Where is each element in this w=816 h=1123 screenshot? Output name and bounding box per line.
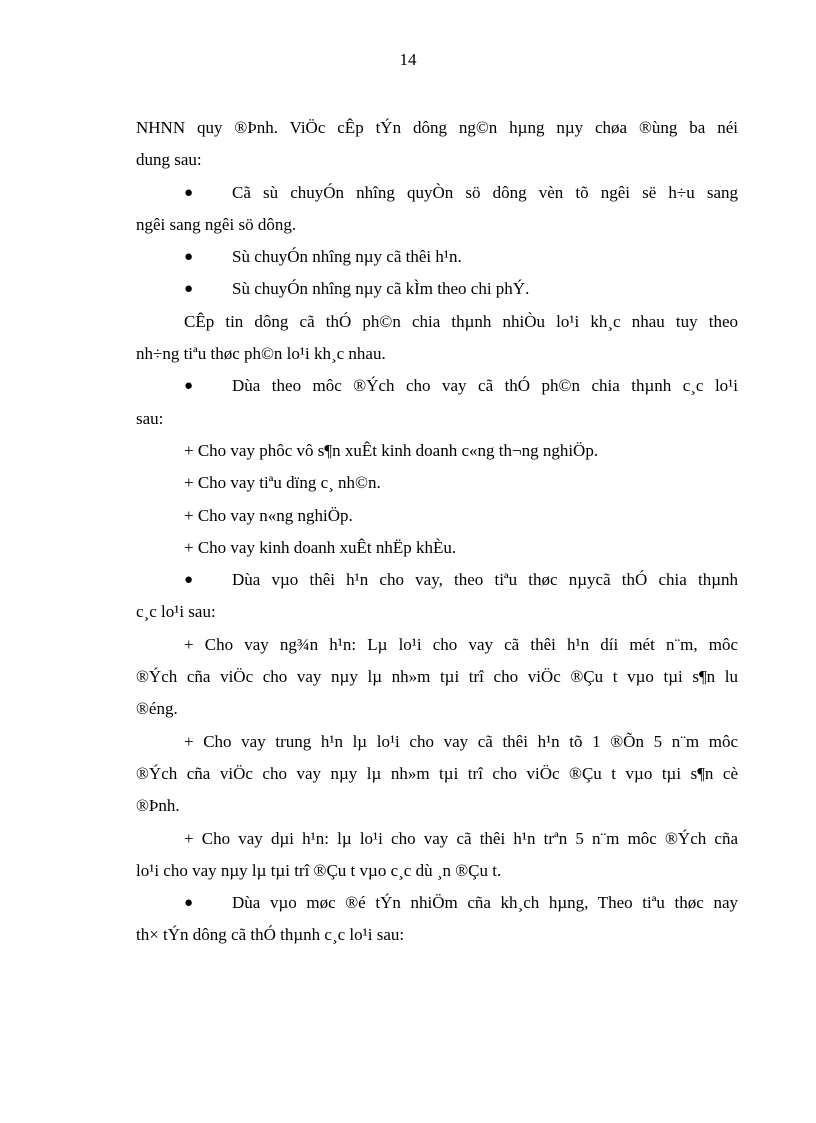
text-line: + Cho vay n«ng nghiÖp. [184, 505, 353, 525]
text-line: + Cho vay dµi h¹n: lµ lo¹i cho vay cã thêi h¹n trªn 5 n¨m môc ®Ých cña [184, 828, 738, 848]
text-line: Sù chuyÓn nhîng nµy cã kÌm theo chi phÝ. [232, 279, 530, 299]
bullet-icon: ● [184, 184, 194, 201]
bullet-item [136, 370, 738, 402]
text-line: Sù chuyÓn nhîng nµy cã thêi h¹n. [232, 247, 462, 267]
bullet-item [136, 177, 738, 209]
bullet-item [136, 887, 738, 919]
page-number: 14 [399, 50, 417, 69]
bullet-item [136, 273, 738, 305]
text-line: ®Þnh. [136, 796, 180, 816]
bullet-icon: ● [184, 249, 194, 266]
text-line: + Cho vay trung h¹n lµ lo¹i cho vay cã thêi h¹n tõ 1 ®Õn 5 n¨m môc [184, 731, 738, 751]
bullet-item [136, 564, 738, 596]
text-line: Dùa vµo thêi h¹n cho vay, theo tiªu thøc nµycã thÓ chia thµnh [232, 570, 738, 590]
text-line: dung sau: [136, 150, 202, 170]
text-line: + Cho vay phôc vô s¶n xuÊt kinh doanh c«ng th¬ng nghiÖp. [184, 440, 599, 460]
text-line: nh÷ng tiªu thøc ph©n lo¹i kh¸c nhau. [136, 344, 386, 364]
text-line: sau: [136, 408, 164, 428]
text-line: Dùa vµo møc ®é tÝn nhiÖm cña kh¸ch hµng, Theo tiªu thøc nay [232, 893, 738, 913]
text-line: ngêi sang ngêi sö dông. [136, 214, 297, 234]
text-line: Cã sù chuyÓn nhîng quyÒn sö dông vèn tõ ngêi së h÷u sang [232, 182, 738, 202]
text-line: + Cho vay tiªu dïng c¸ nh©n. [184, 473, 381, 493]
text-line: th× tÝn dông cã thÓ thµnh c¸c lo¹i sau: [136, 925, 405, 945]
text-line: c¸c lo¹i sau: [136, 602, 216, 622]
text-line: CÊp tin dông cã thÓ ph©n chia thµnh nhiÒu lo¹i kh¸c nhau tuy theo [184, 311, 738, 331]
text-line: + Cho vay ng¾n h¹n: Lµ lo¹i cho vay cã thêi h¹n díi mét n¨m, môc [184, 634, 738, 654]
text-line: ®Ých cña viÖc cho vay nµy lµ nh»m tµi trî cho viÖc ®Çu t vµo tµi s¶n lu [136, 667, 738, 687]
bullet-item [136, 241, 738, 273]
bullet-icon: ● [184, 895, 194, 912]
text-line: ®éng. [136, 699, 178, 719]
document-body [136, 112, 738, 952]
text-line: ®Ých cña viÖc cho vay nµy lµ nh»m tµi trî cho viÖc ®Çu t vµo tµi s¶n cè [136, 763, 738, 783]
bullet-icon: ● [184, 281, 194, 298]
text-line: NHNN quy ®Þnh. ViÖc cÊp tÝn dông ng©n hµng nµy chøa ®ùng ba néi [136, 118, 738, 137]
text-line: Dùa theo môc ®Ých cho vay cã thÓ ph©n chia thµnh c¸c lo¹i [232, 376, 738, 396]
text-line: + Cho vay kinh doanh xuÊt nhËp khÈu. [184, 537, 457, 557]
text-line: lo¹i cho vay nµy lµ tµi trî ®Çu t vµo c¸c dù ¸n ®Çu t. [136, 860, 502, 880]
bullet-icon: ● [184, 572, 194, 589]
bullet-icon: ● [184, 378, 194, 395]
